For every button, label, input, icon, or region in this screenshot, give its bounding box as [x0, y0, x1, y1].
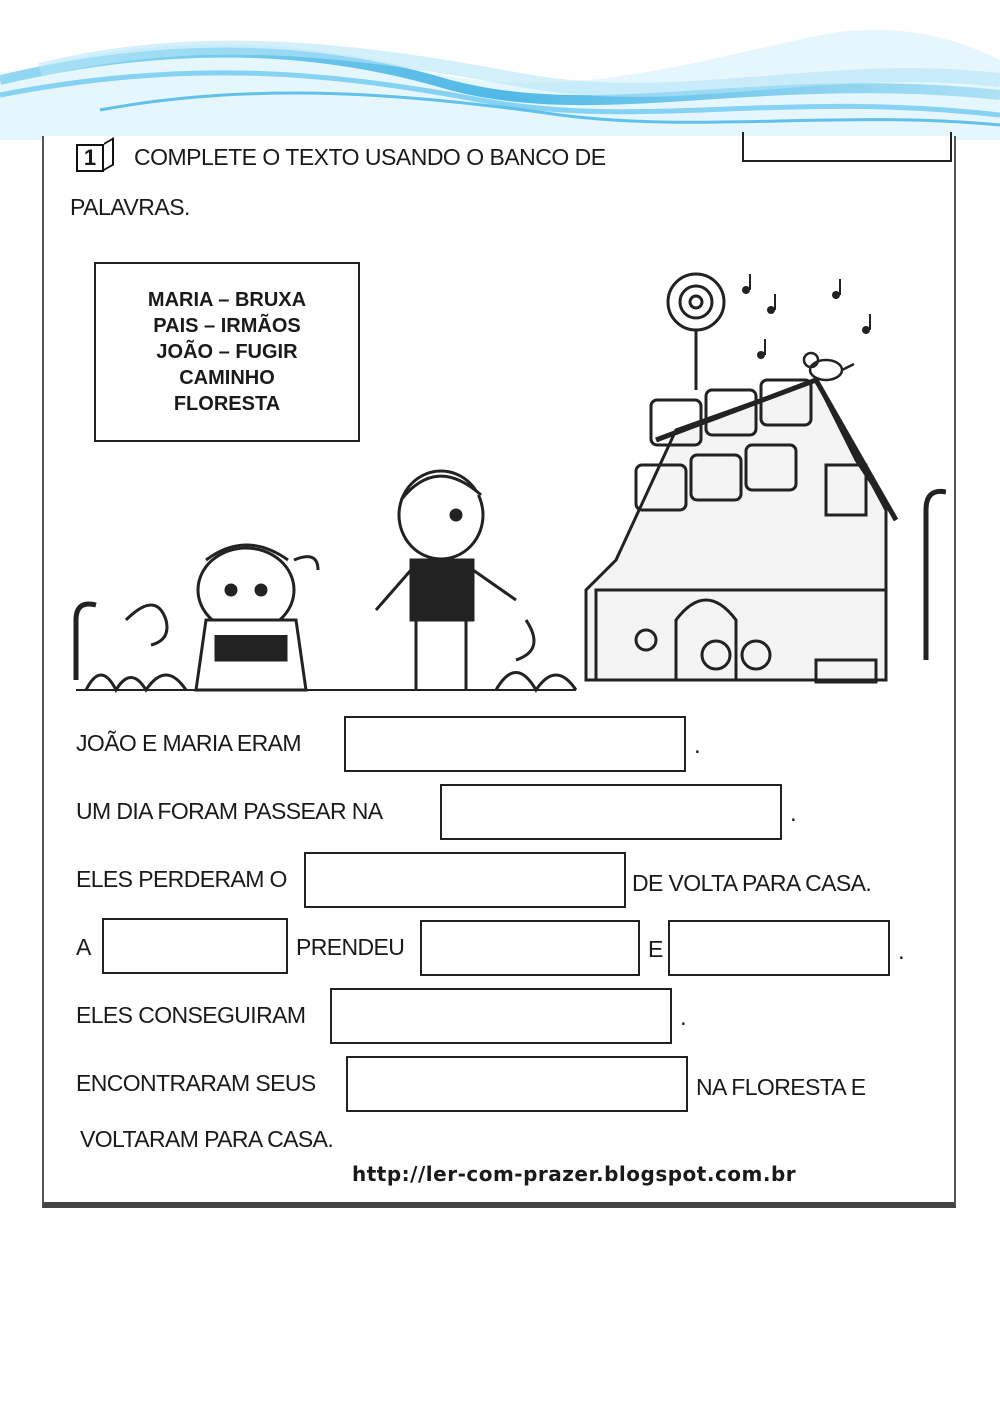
- answer-blank-2[interactable]: [440, 784, 782, 840]
- line4-end: .: [898, 938, 905, 965]
- line6-text: ENCONTRARAM SEUS: [76, 1070, 316, 1096]
- worksheet: [42, 136, 956, 1208]
- line3-text: ELES PERDERAM O: [76, 866, 287, 892]
- exercise-number: 1: [83, 145, 97, 170]
- line4-middle: PRENDEU: [296, 934, 405, 960]
- word-bank-row: FLORESTA: [173, 393, 281, 415]
- answer-blank-7[interactable]: [330, 988, 672, 1044]
- cube-side-icon: [104, 137, 114, 171]
- line1-end: .: [694, 732, 701, 759]
- word-bank-box: [94, 262, 360, 442]
- line6-after: NA FLORESTA E: [696, 1074, 866, 1100]
- music-notes-icon: [742, 274, 870, 359]
- line4-conj: E: [648, 936, 663, 962]
- answer-blank-4[interactable]: [102, 918, 288, 974]
- answer-blank-8[interactable]: [346, 1056, 688, 1112]
- instruction-line-1: COMPLETE O TEXTO USANDO O BANCO DE: [134, 144, 606, 170]
- word-bank-row: CAMINHO: [179, 367, 275, 389]
- answer-blank-3[interactable]: [304, 852, 626, 908]
- corner-frame: [742, 132, 952, 162]
- line2-text: UM DIA FORAM PASSEAR NA: [76, 798, 383, 824]
- word-bank-row: MARIA – BRUXA: [147, 289, 307, 311]
- answer-blank-5[interactable]: [420, 920, 640, 976]
- line7-text: VOLTARAM PARA CASA.: [80, 1126, 334, 1152]
- instruction-line-2: PALAVRAS.: [70, 194, 190, 220]
- gingerbread-house-icon: [586, 380, 896, 682]
- line2-end: .: [790, 800, 797, 827]
- footer-url: http://ler-com-prazer.blogspot.com.br: [352, 1162, 797, 1186]
- line4-text: A: [76, 934, 91, 960]
- bird-icon: [804, 353, 854, 380]
- answer-blank-1[interactable]: [344, 716, 686, 772]
- line5-text: ELES CONSEGUIRAM: [76, 1002, 306, 1028]
- decorative-wave-banner: [0, 0, 1000, 140]
- candy-cane-icon: [926, 491, 946, 660]
- line1-text: JOÃO E MARIA ERAM: [76, 730, 301, 756]
- line3-after: DE VOLTA PARA CASA.: [632, 870, 872, 896]
- word-bank-row: JOÃO – FUGIR: [156, 341, 298, 363]
- word-bank-row: PAIS – IRMÃOS: [153, 315, 301, 337]
- line5-end: .: [680, 1004, 687, 1031]
- answer-blank-6[interactable]: [668, 920, 890, 976]
- lollipop-icon: [668, 274, 724, 390]
- children-icon: [76, 471, 576, 690]
- exercise-number-box: [76, 144, 104, 172]
